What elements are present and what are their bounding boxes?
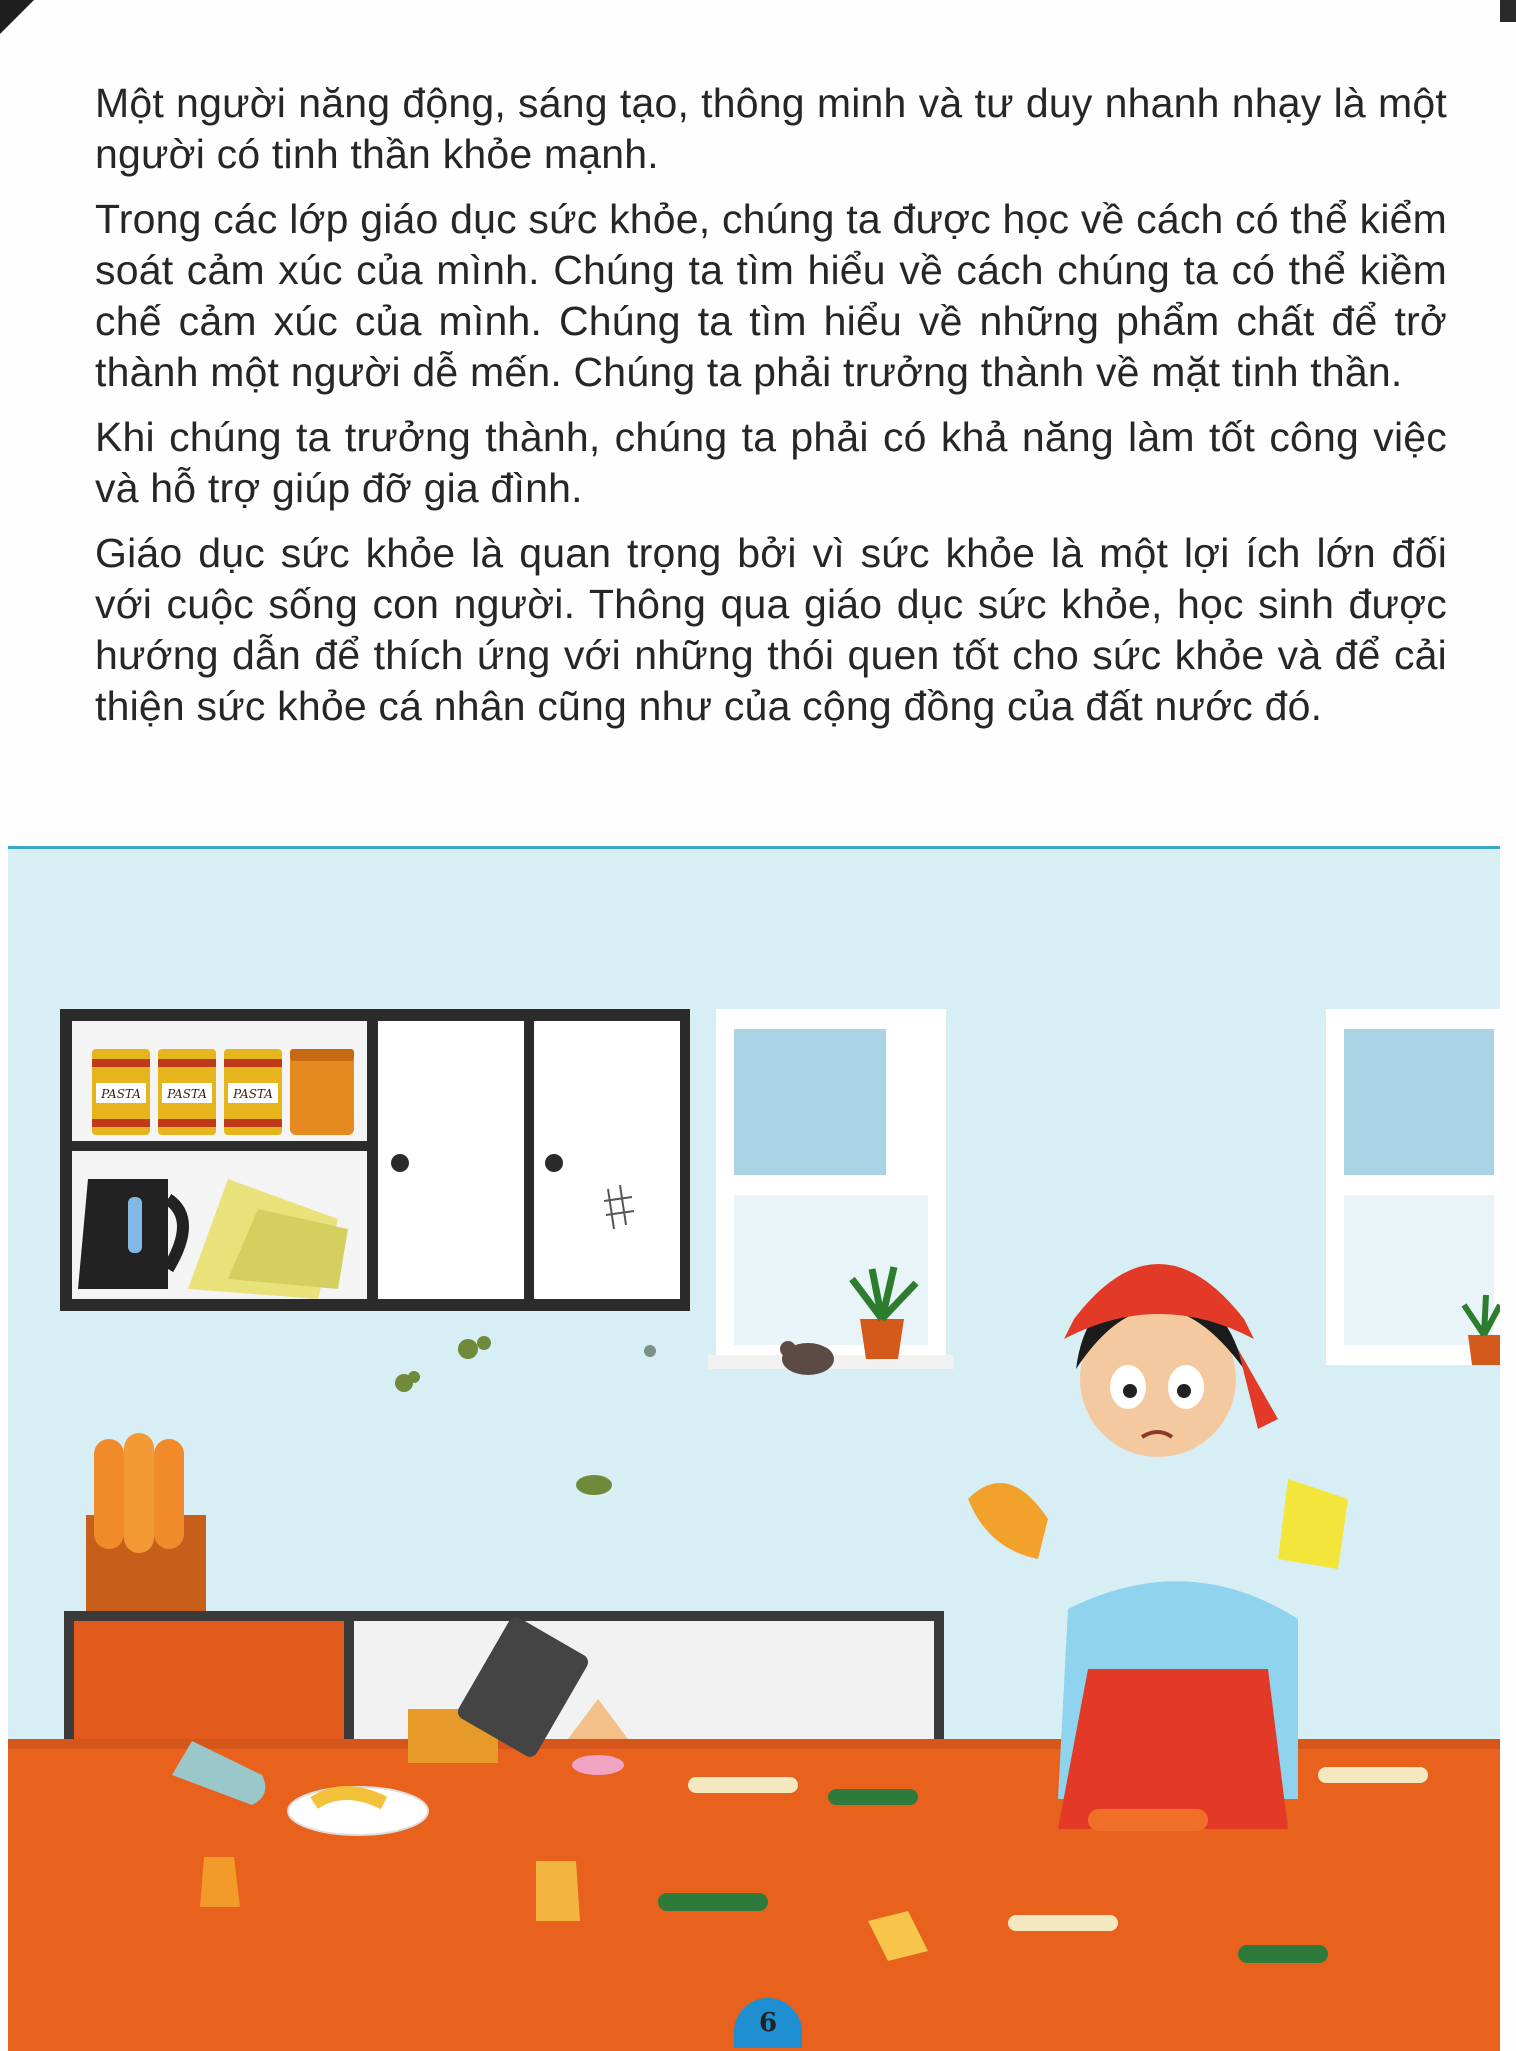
page-number: 6 <box>734 1998 802 2048</box>
window-right <box>1326 1009 1500 1365</box>
pasta-can-2 <box>158 1049 216 1135</box>
pasta-label-3: PASTA <box>233 1087 273 1101</box>
pasta-can-3 <box>224 1049 282 1135</box>
paragraph-2: Trong các lớp giáo dục sức khỏe, chúng ta được học về cách có thể kiểm soát cảm xúc của mình. Chúng ta tìm hiểu về cách chúng ta có thể kiềm chế cảm xúc của mình. Chúng ta tìm hiểu về những phẩm chất để trở thành một người dễ mến. Chúng ta phải trưởng thành về mặt tinh thần. <box>95 196 1447 395</box>
body-text <box>95 78 1447 746</box>
window-center <box>708 1009 954 1369</box>
cabinet-knob-left <box>391 1154 409 1172</box>
kettle <box>78 1179 183 1289</box>
page-corner-shadow <box>0 0 34 34</box>
cabinet-knob-right <box>545 1154 563 1172</box>
paragraph-4: Giáo dục sức khỏe là quan trọng bởi vì sức khỏe là một lợi ích lớn đối với cuộc sống con người. Thông qua giáo dục sức khỏe, học sinh được hướng dẫn để thích ứng với những thói quen tốt cho sức khỏe và để cải thiện sức khỏe cá nhân cũng như của cộng đồng của đất nước đó. <box>95 530 1447 729</box>
pasta-can-1 <box>92 1049 150 1135</box>
paragraph-1: Một người năng động, sáng tạo, thông minh và tư duy nhanh nhạy là một người có tinh thần khỏe mạnh. <box>95 80 1447 177</box>
pasta-label-1: PASTA <box>101 1087 141 1101</box>
messy-kitchen-illustration <box>8 846 1500 2051</box>
page-corner-shadow-right <box>1500 0 1516 22</box>
honey-jar <box>290 1055 354 1135</box>
paragraph-3: Khi chúng ta trưởng thành, chúng ta phải có khả năng làm tốt công việc và hỗ trợ giúp đỡ gia đình. <box>95 414 1447 511</box>
pasta-label-2: PASTA <box>167 1087 207 1101</box>
